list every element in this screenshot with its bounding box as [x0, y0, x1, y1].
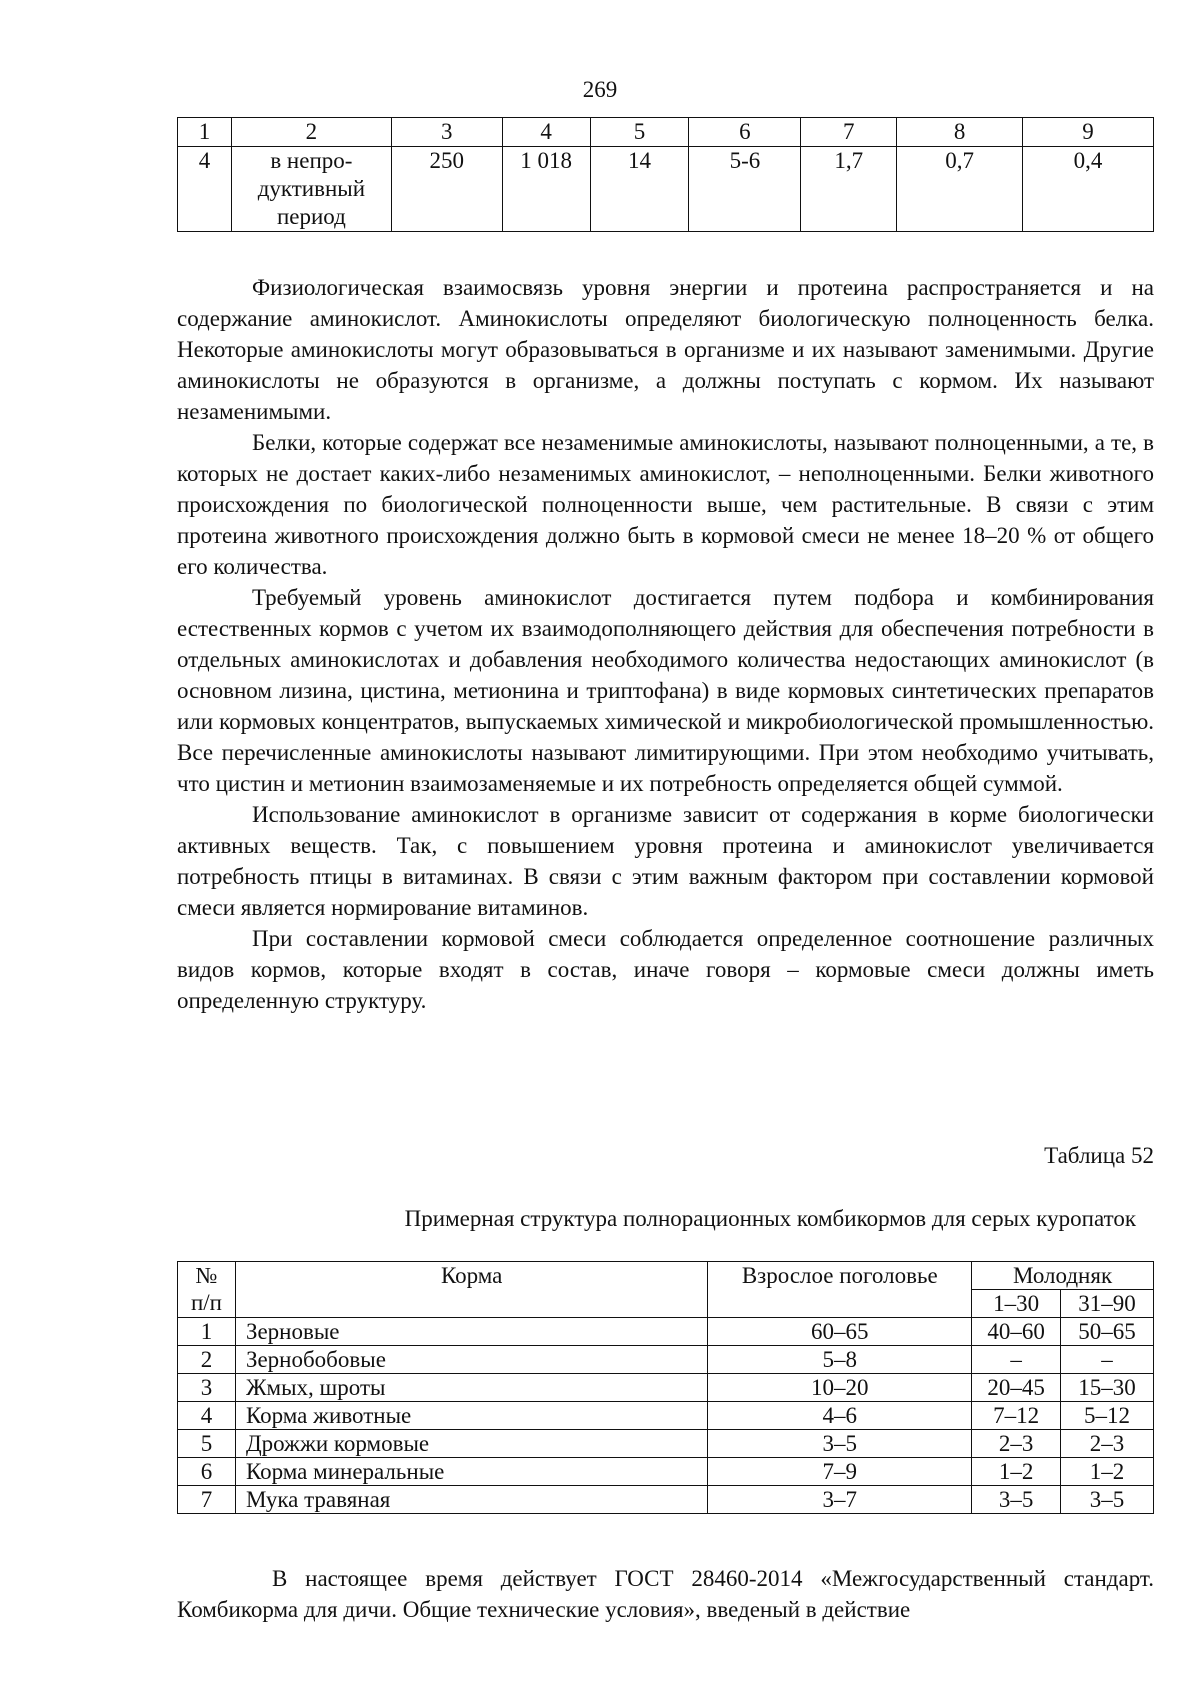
- cell-young-b: 5–12: [1061, 1402, 1154, 1430]
- cell-feed: Жмых, шроты: [235, 1374, 707, 1402]
- paragraph: Использование аминокислот в организме зависит от содержания в корме биологически активных веществ. Так, с повышением уровня протеина и аминокислот увеличивается потребность птицы в витаминах. В связи с этим важным фактором при составлении кормовой смеси является нормирование витаминов.: [177, 802, 1154, 920]
- table-cell: 3: [391, 118, 502, 147]
- table-cell: 5-6: [689, 147, 801, 232]
- header-young-b: 31–90: [1061, 1290, 1154, 1318]
- cell-young-b: 50–65: [1061, 1318, 1154, 1346]
- table-label: Таблица 52: [1044, 1143, 1154, 1168]
- cell-num: 7: [178, 1486, 236, 1514]
- table-cell: 4: [178, 147, 232, 232]
- cell-young-b: 1–2: [1061, 1458, 1154, 1486]
- cell-feed: Корма животные: [235, 1402, 707, 1430]
- table-row: [178, 1346, 1154, 1374]
- cell-feed: Зерновые: [235, 1318, 707, 1346]
- cell-young-a: –: [972, 1346, 1061, 1374]
- header-young: Молодняк: [972, 1262, 1154, 1290]
- body-text: [177, 272, 1154, 1016]
- table-header-row: [178, 1262, 1154, 1290]
- cell-num: 3: [178, 1374, 236, 1402]
- paragraph: Физиологическая взаимосвязь уровня энергии и протеина распространяется и на содержание аминокислот. Аминокислоты определяют биологическую полноценность белка. Некоторые аминокислоты могут образовываться в организме и их называют заменимыми. Другие аминокислоты не образуются в организме, а должны поступать с кормом. Их называют незаменимыми.: [177, 275, 1154, 424]
- cell-young-a: 40–60: [972, 1318, 1061, 1346]
- cell-feed: Зернобобовые: [235, 1346, 707, 1374]
- cell-adult: 5–8: [708, 1346, 972, 1374]
- cell-num: 1: [178, 1318, 236, 1346]
- table-caption: Примерная структура полнорационных комбикормов для серых куропаток: [404, 1206, 1136, 1231]
- table-cell: 4: [502, 118, 590, 147]
- table-cell: 7: [801, 118, 897, 147]
- cell-adult: 4–6: [708, 1402, 972, 1430]
- cell-feed: Дрожжи кормовые: [235, 1430, 707, 1458]
- table-cell: 1 018: [502, 147, 590, 232]
- feed-structure-table: [177, 1261, 1154, 1514]
- table-cell: 0,7: [897, 147, 1023, 232]
- header-young-a: 1–30: [972, 1290, 1061, 1318]
- table-row: [178, 1402, 1154, 1430]
- table-cell: 6: [689, 118, 801, 147]
- header-adult: Взрослое поголовье: [708, 1262, 972, 1318]
- cell-feed: Мука травяная: [235, 1486, 707, 1514]
- cell-young-b: 3–5: [1061, 1486, 1154, 1514]
- table-cell: 14: [590, 147, 689, 232]
- cell-young-b: 15–30: [1061, 1374, 1154, 1402]
- paragraph: Белки, которые содержат все незаменимые аминокислоты, называют полноценными, а те, в которых не достает каких-либо незаменимых аминокислот, – неполноценными. Белки животного происхождения по биологической полноценности выше, чем растительные. В связи с этим протеина животного происхождения должно быть в кормовой смеси не менее 18–20 % от общего его количества.: [177, 430, 1154, 579]
- table-cell: 1,7: [801, 147, 897, 232]
- table-cell: 1: [178, 118, 232, 147]
- cell-adult: 10–20: [708, 1374, 972, 1402]
- cell-num: 2: [178, 1346, 236, 1374]
- cell-num: 4: [178, 1402, 236, 1430]
- cell-young-b: –: [1061, 1346, 1154, 1374]
- paragraph: В настоящее время действует ГОСТ 28460-2014 «Межгосударственный стандарт. Комбикорма для дичи. Общие технические условия», введеный в действие: [177, 1566, 1154, 1622]
- cell-young-a: 20–45: [972, 1374, 1061, 1402]
- closing-text: [177, 1563, 1154, 1625]
- cell-adult: 7–9: [708, 1458, 972, 1486]
- table-row: [178, 1458, 1154, 1486]
- table-row: [178, 1318, 1154, 1346]
- table-row: [178, 1430, 1154, 1458]
- table-row: [178, 147, 1154, 232]
- paragraph: Требуемый уровень аминокислот достигается путем подбора и комбинирования естественных кормов с учетом их взаимодополняющего действия для обеспечения потребности в отдельных аминокислотах и добавления необходимого количества недостающих аминокислот (в основном лизина, цистина, метионина и триптофана) в виде кормовых синтетических препаратов или кормовых концентратов, выпускаемых химической и микробиологической промышленностью. Все перечисленные аминокислоты называют лимитирующими. При этом необходимо учитывать, что цистин и метионин взаимозаменяемые и их потребность определяется общей суммой.: [177, 585, 1154, 796]
- cell-adult: 60–65: [708, 1318, 972, 1346]
- cell-num: 5: [178, 1430, 236, 1458]
- cell-adult: 3–5: [708, 1430, 972, 1458]
- cell-num: 6: [178, 1458, 236, 1486]
- table-cell: 8: [897, 118, 1023, 147]
- cell-young-b: 2–3: [1061, 1430, 1154, 1458]
- cell-young-a: 3–5: [972, 1486, 1061, 1514]
- table-row: [178, 1374, 1154, 1402]
- table-cell: 250: [391, 147, 502, 232]
- table-cell: 5: [590, 118, 689, 147]
- continued-table: [177, 117, 1154, 232]
- cell-young-a: 1–2: [972, 1458, 1061, 1486]
- cell-young-a: 2–3: [972, 1430, 1061, 1458]
- header-num: № п/п: [178, 1262, 236, 1318]
- table-row: [178, 1486, 1154, 1514]
- table-cell: 0,4: [1023, 147, 1154, 232]
- header-feed: Корма: [235, 1262, 707, 1318]
- table-header-row: [178, 118, 1154, 147]
- paragraph: При составлении кормовой смеси соблюдается определенное соотношение различных видов кормов, которые входят в состав, иначе говоря – кормовые смеси должны иметь определенную структуру.: [177, 926, 1154, 1013]
- table-cell: в непро- дуктивный период: [231, 147, 391, 232]
- table-cell: 2: [231, 118, 391, 147]
- cell-young-a: 7–12: [972, 1402, 1061, 1430]
- cell-feed: Корма минеральные: [235, 1458, 707, 1486]
- table-cell: 9: [1023, 118, 1154, 147]
- page-number: 269: [582, 77, 618, 102]
- cell-adult: 3–7: [708, 1486, 972, 1514]
